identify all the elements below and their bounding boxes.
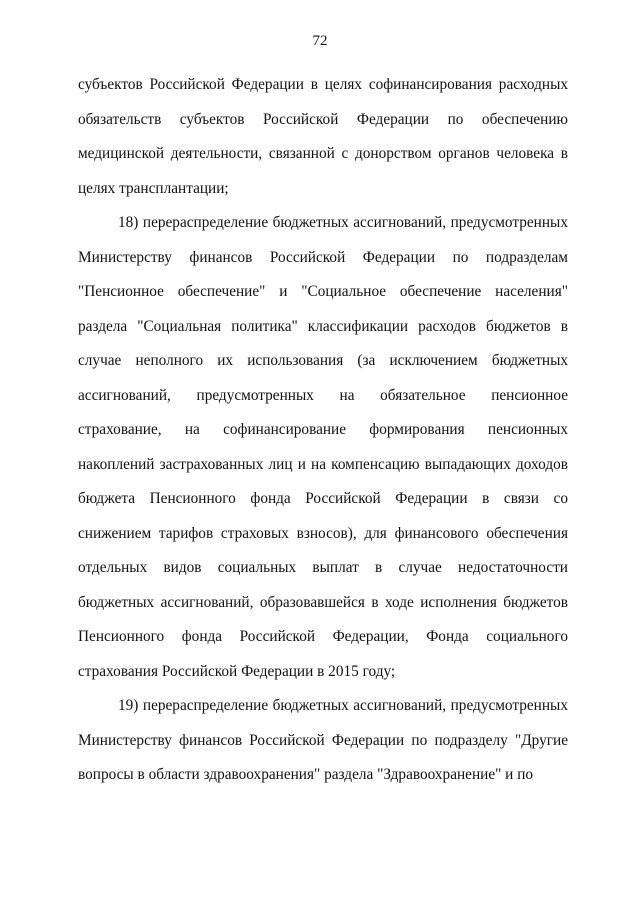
document-body (78, 68, 568, 793)
page-number: 72 (312, 33, 328, 49)
paragraph-item-19: 19) перераспределение бюджетных ассигнований, предусмотренных Министерству финансов Российской Федерации по подразделу "Другие вопросы в области здравоохранения" раздела "Здравоохранение" и по (78, 697, 568, 783)
paragraph-item-18: 18) перераспределение бюджетных ассигнований, предусмотренных Министерству финансов Российской Федерации по подразделам "Пенсионное обеспечение" и "Социальное обеспечение населения" раздела "Социальная политика" классификации расходов бюджетов в случае неполного их использования (за исключением бюджетных ассигнований, предусмотренных на обязательное пенсионное страхование, на софинансирование формирования пенсионных накоплений застрахованных лиц и на компенсацию выпадающих доходов бюджета Пенсионного фонда Российской Федерации в связи со снижением тарифов страховых взносов), для финансового обеспечения отдельных видов социальных выплат в случае недостаточности бюджетных ассигнований, образовавшейся в ходе исполнения бюджетов Пенсионного фонда Российской Федерации, Фонда социального страхования Российской Федерации в 2015 году; (78, 214, 568, 680)
paragraph-continuation: субъектов Российской Федерации в целях софинансирования расходных обязательств субъектов Российской Федерации по обеспечению медицинской деятельности, связанной с донорством органов человека в целях трансплантации; (78, 76, 568, 197)
